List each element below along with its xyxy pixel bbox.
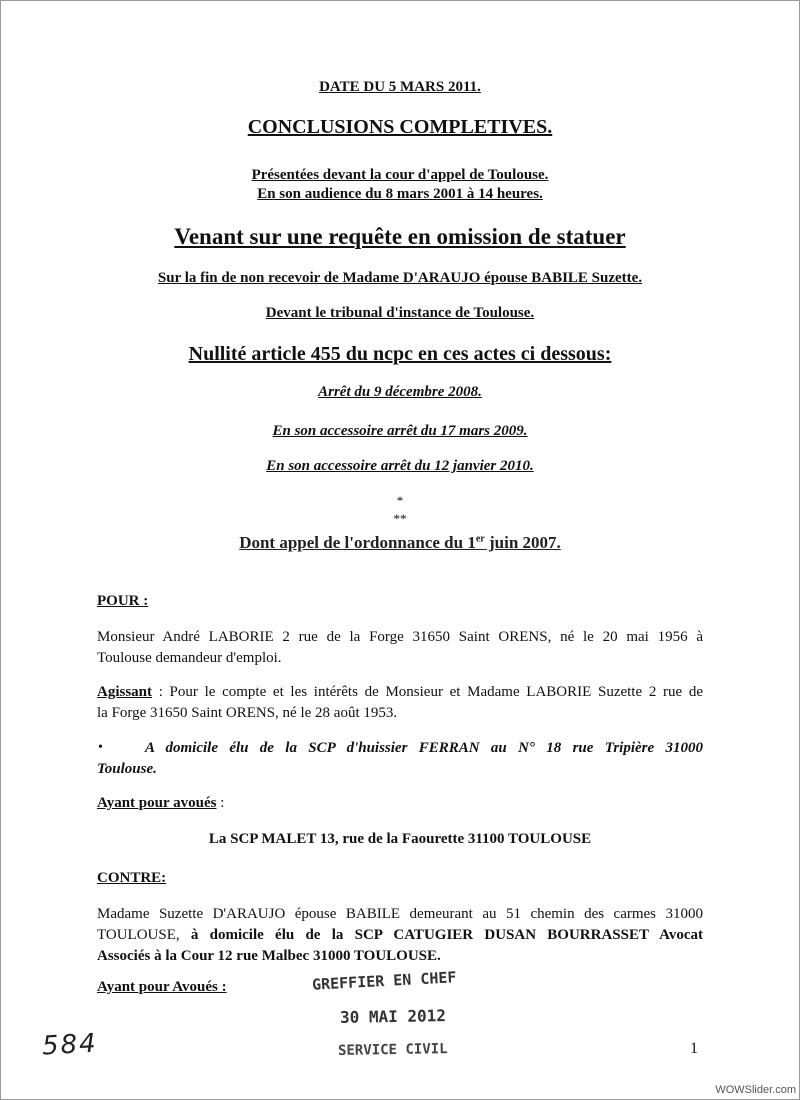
avoues-label: Ayant pour avoués [97,795,217,811]
appel-line [0,533,800,553]
presented-line-1: Présentées devant la cour d'appel de Toulouse. [251,167,549,183]
separator-star-2: ** [393,511,407,526]
contre-line-2 [97,925,703,946]
page-number: 1 [690,1040,698,1057]
handwritten-number: 584 [41,1028,99,1062]
arret-2: En son accessoire arrêt du 17 mars 2009. [272,423,528,439]
agissant-paragraph [97,682,703,724]
stamp-date: 30 MAI 2012 [339,1006,447,1027]
domicile-paragraph [97,738,703,780]
stamp-greffier: GREFFIER EN CHEF [311,968,457,994]
pour-paragraph [97,627,703,669]
contre-line-1: Madame Suzette D'ARAUJO épouse BABILE demeurant au 51 chemin des carmes 31000 [97,906,703,922]
agissant-line-1 [97,682,703,703]
bullet-icon: • [98,740,103,755]
agissant-line-2: la Forge 31650 Saint ORENS, né le 28 août 1953. [97,705,398,721]
contre-line-2-bold: à domicile élu de la SCP CATUGIER DUSAN BOURRASSET Avocat [190,927,704,943]
document-date: DATE DU 5 MARS 2011. [319,79,481,95]
avoues-line [97,795,224,812]
nullite-heading: Nullité article 455 du ncpc en ces actes ci dessous: [188,343,612,365]
contre-heading: CONTRE: [97,870,167,886]
contre-line-2-normal: TOULOUSE, [97,927,191,943]
appel-superscript: er [475,533,485,545]
pour-line-1: Monsieur André LABORIE 2 rue de la Forge 31650 Saint ORENS, né le 20 mai 1956 à [97,629,703,645]
avoues-colon: : [216,795,225,811]
arret-1: Arrêt du 9 décembre 2008. [318,384,482,400]
domicile-line-2: Toulouse. [97,761,157,777]
pour-heading: POUR : [97,593,149,609]
agissant-label: Agissant [97,684,153,700]
document-title: CONCLUSIONS COMPLETIVES. [247,116,553,138]
watermark-text: WOWSlider.com [715,1084,796,1096]
tribunal-line: Devant le tribunal d'instance de Toulouse. [265,305,535,321]
agissant-line-1-rest: : Pour le compte et les intérêts de Monsieur et Madame LABORIE Suzette 2 rue de [152,684,703,700]
request-heading: Venant sur une requête en omission de statuer [174,224,626,249]
appel-suffix: juin 2007. [484,533,561,552]
domicile-line-1: A domicile élu de la SCP d'huissier FERRAN au N° 18 rue Tripière 31000 [145,740,703,756]
appel-prefix: Dont appel de l'ordonnance du 1 [239,533,476,552]
separator-star-1: * [396,493,404,508]
arret-3: En son accessoire arrêt du 12 janvier 2010. [266,458,534,474]
contre-paragraph [97,904,703,967]
scp-malet-address: La SCP MALET 13, rue de la Faourette 31100 TOULOUSE [208,831,592,847]
presented-line-2: En son audience du 8 mars 2001 à 14 heures. [257,186,543,202]
contre-line-3: Associés à la Cour 12 rue Malbec 31000 TOULOUSE. [97,948,441,964]
stamp-service: SERVICE CIVIL [337,1041,448,1059]
contre-avoues: Ayant pour Avoués : [97,979,227,995]
fin-de-non-recevoir: Sur la fin de non recevoir de Madame D'ARAUJO épouse BABILE Suzette. [157,270,643,286]
pour-line-2: Toulouse demandeur d'emploi. [97,650,282,666]
